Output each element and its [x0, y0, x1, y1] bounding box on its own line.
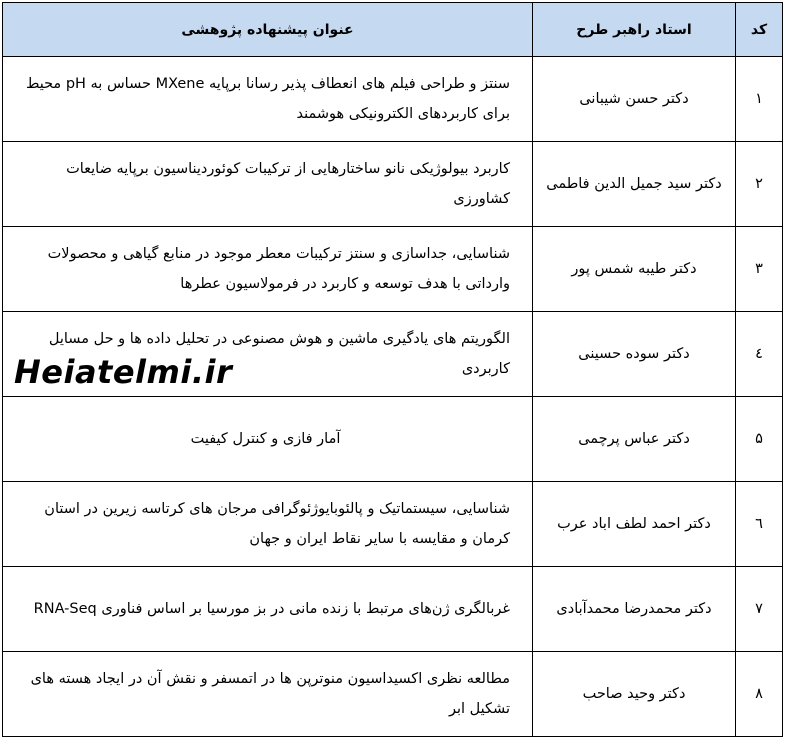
proposal-title: سنتز و طراحی فیلم های انعطاف پذیر رسانا برپایه MXene حساس به pH محیط برای کاربردهای الکترونیکی هوشمند — [3, 57, 533, 142]
row-code: ٦ — [736, 482, 783, 567]
table-row — [3, 567, 783, 652]
supervisor-name: دکتر سید جمیل الدین فاطمی — [533, 142, 736, 227]
header-title: عنوان پیشنهاده پژوهشی — [3, 3, 533, 57]
row-code: ۱ — [736, 57, 783, 142]
table-row — [3, 227, 783, 312]
header-row — [3, 3, 783, 57]
supervisor-name: دکتر محمدرضا محمدآبادی — [533, 567, 736, 652]
row-code: ٤ — [736, 312, 783, 397]
table-row — [3, 142, 783, 227]
row-code: ۳ — [736, 227, 783, 312]
proposal-title: مطالعه نظری اکسیداسیون منوترپن ها در اتمسفر و نقش آن در ایجاد هسته های تشکیل ابر — [3, 652, 533, 737]
supervisor-name: دکتر حسن شیبانی — [533, 57, 736, 142]
supervisor-name: دکتر احمد لطف اباد عرب — [533, 482, 736, 567]
table-row — [3, 482, 783, 567]
proposal-title: شناسایی، سیستماتیک و پالئوبایوژئوگرافی مرجان های کرتاسه زیرین در استان کرمان و مقایسه با سایر نقاط ایران و جهان — [3, 482, 533, 567]
proposal-title: شناسایی، جداسازی و سنتز ترکیبات معطر موجود در منابع گیاهی و محصولات وارداتی با هدف توسعه و کاربرد در فرمولاسیون عطرها — [3, 227, 533, 312]
row-code: ۵ — [736, 397, 783, 482]
supervisor-name: دکتر سوده حسینی — [533, 312, 736, 397]
proposal-title: الگوریتم های یادگیری ماشین و هوش مصنوعی در تحلیل داده ها و حل مسایل کاربردی — [3, 312, 533, 397]
table-row — [3, 57, 783, 142]
row-code: ۷ — [736, 567, 783, 652]
table-row — [3, 652, 783, 737]
header-code: کد — [736, 3, 783, 57]
proposal-title: کاربرد بیولوژیکی نانو ساختارهایی از ترکیبات کوئوردیناسیون برپایه ضایعات کشاورزی — [3, 142, 533, 227]
proposal-title: آمار فازی و کنترل کیفیت — [3, 397, 533, 482]
table-row — [3, 397, 783, 482]
proposal-title: غربالگری ژن‌های مرتبط با زنده مانی در بز مورسیا بر اساس فناوری RNA-Seq — [3, 567, 533, 652]
watermark-logo: Heiatelmi.ir — [14, 353, 233, 391]
supervisor-name: دکتر طیبه شمس پور — [533, 227, 736, 312]
supervisor-name: دکتر وحید صاحب — [533, 652, 736, 737]
row-code: ۸ — [736, 652, 783, 737]
header-supervisor: استاد راهبر طرح — [533, 3, 736, 57]
row-code: ۲ — [736, 142, 783, 227]
supervisor-name: دکتر عباس پرچمی — [533, 397, 736, 482]
